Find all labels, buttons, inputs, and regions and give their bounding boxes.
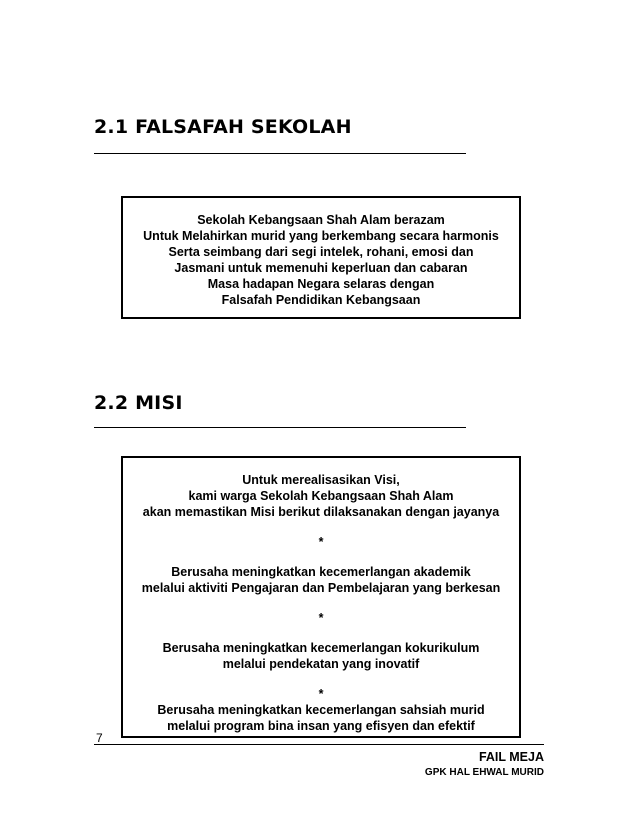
misi-statement-box — [121, 456, 521, 738]
page-number: 7 — [96, 731, 103, 745]
falsafah-line: Masa hadapan Negara selaras dengan — [207, 277, 435, 291]
footer-divider — [94, 744, 544, 745]
misi-intro-line: kami warga Sekolah Kebangsaan Shah Alam — [188, 489, 454, 503]
misi-item-line: melalui pendekatan yang inovatif — [222, 657, 420, 671]
spacer — [123, 672, 519, 686]
falsafah-line: Jasmani untuk memenuhi keperluan dan cabaran — [174, 261, 468, 275]
footer-title: FAIL MEJA — [478, 750, 544, 764]
section-divider-misi — [94, 427, 466, 428]
misi-intro-line: Untuk merealisasikan Visi, — [242, 473, 400, 487]
section-heading-falsafah: 2.1 FALSAFAH SEKOLAH — [94, 116, 352, 138]
misi-intro-line: akan memastikan Misi berikut dilaksanakan dengan jayanya — [142, 505, 500, 519]
asterisk-separator: * — [318, 687, 324, 701]
footer-subtitle: GPK HAL EHWAL MURID — [424, 767, 544, 778]
spacer — [123, 596, 519, 610]
misi-item-line: Berusaha meningkatkan kecemerlangan sahsiah murid — [157, 703, 485, 717]
misi-item-line: Berusaha meningkatkan kecemerlangan akademik — [171, 565, 471, 579]
misi-item-line: melalui aktiviti Pengajaran dan Pembelajaran yang berkesan — [141, 581, 501, 595]
falsafah-line: Serta seimbang dari segi intelek, rohani, emosi dan — [168, 245, 474, 259]
falsafah-line: Falsafah Pendidikan Kebangsaan — [221, 293, 421, 307]
falsafah-statement-box — [121, 196, 521, 319]
misi-item-line: melalui program bina insan yang efisyen dan efektif — [167, 719, 475, 733]
section-heading-misi: 2.2 MISI — [94, 392, 183, 414]
asterisk-separator: * — [318, 535, 324, 549]
falsafah-line: Untuk Melahirkan murid yang berkembang secara harmonis — [143, 229, 499, 243]
asterisk-separator: * — [318, 611, 324, 625]
spacer — [123, 520, 519, 534]
spacer — [123, 550, 519, 564]
misi-item-line: Berusaha meningkatkan kecemerlangan kokurikulum — [162, 641, 480, 655]
falsafah-line: Sekolah Kebangsaan Shah Alam berazam — [197, 213, 445, 227]
section-divider-falsafah — [94, 153, 466, 154]
spacer — [123, 626, 519, 640]
